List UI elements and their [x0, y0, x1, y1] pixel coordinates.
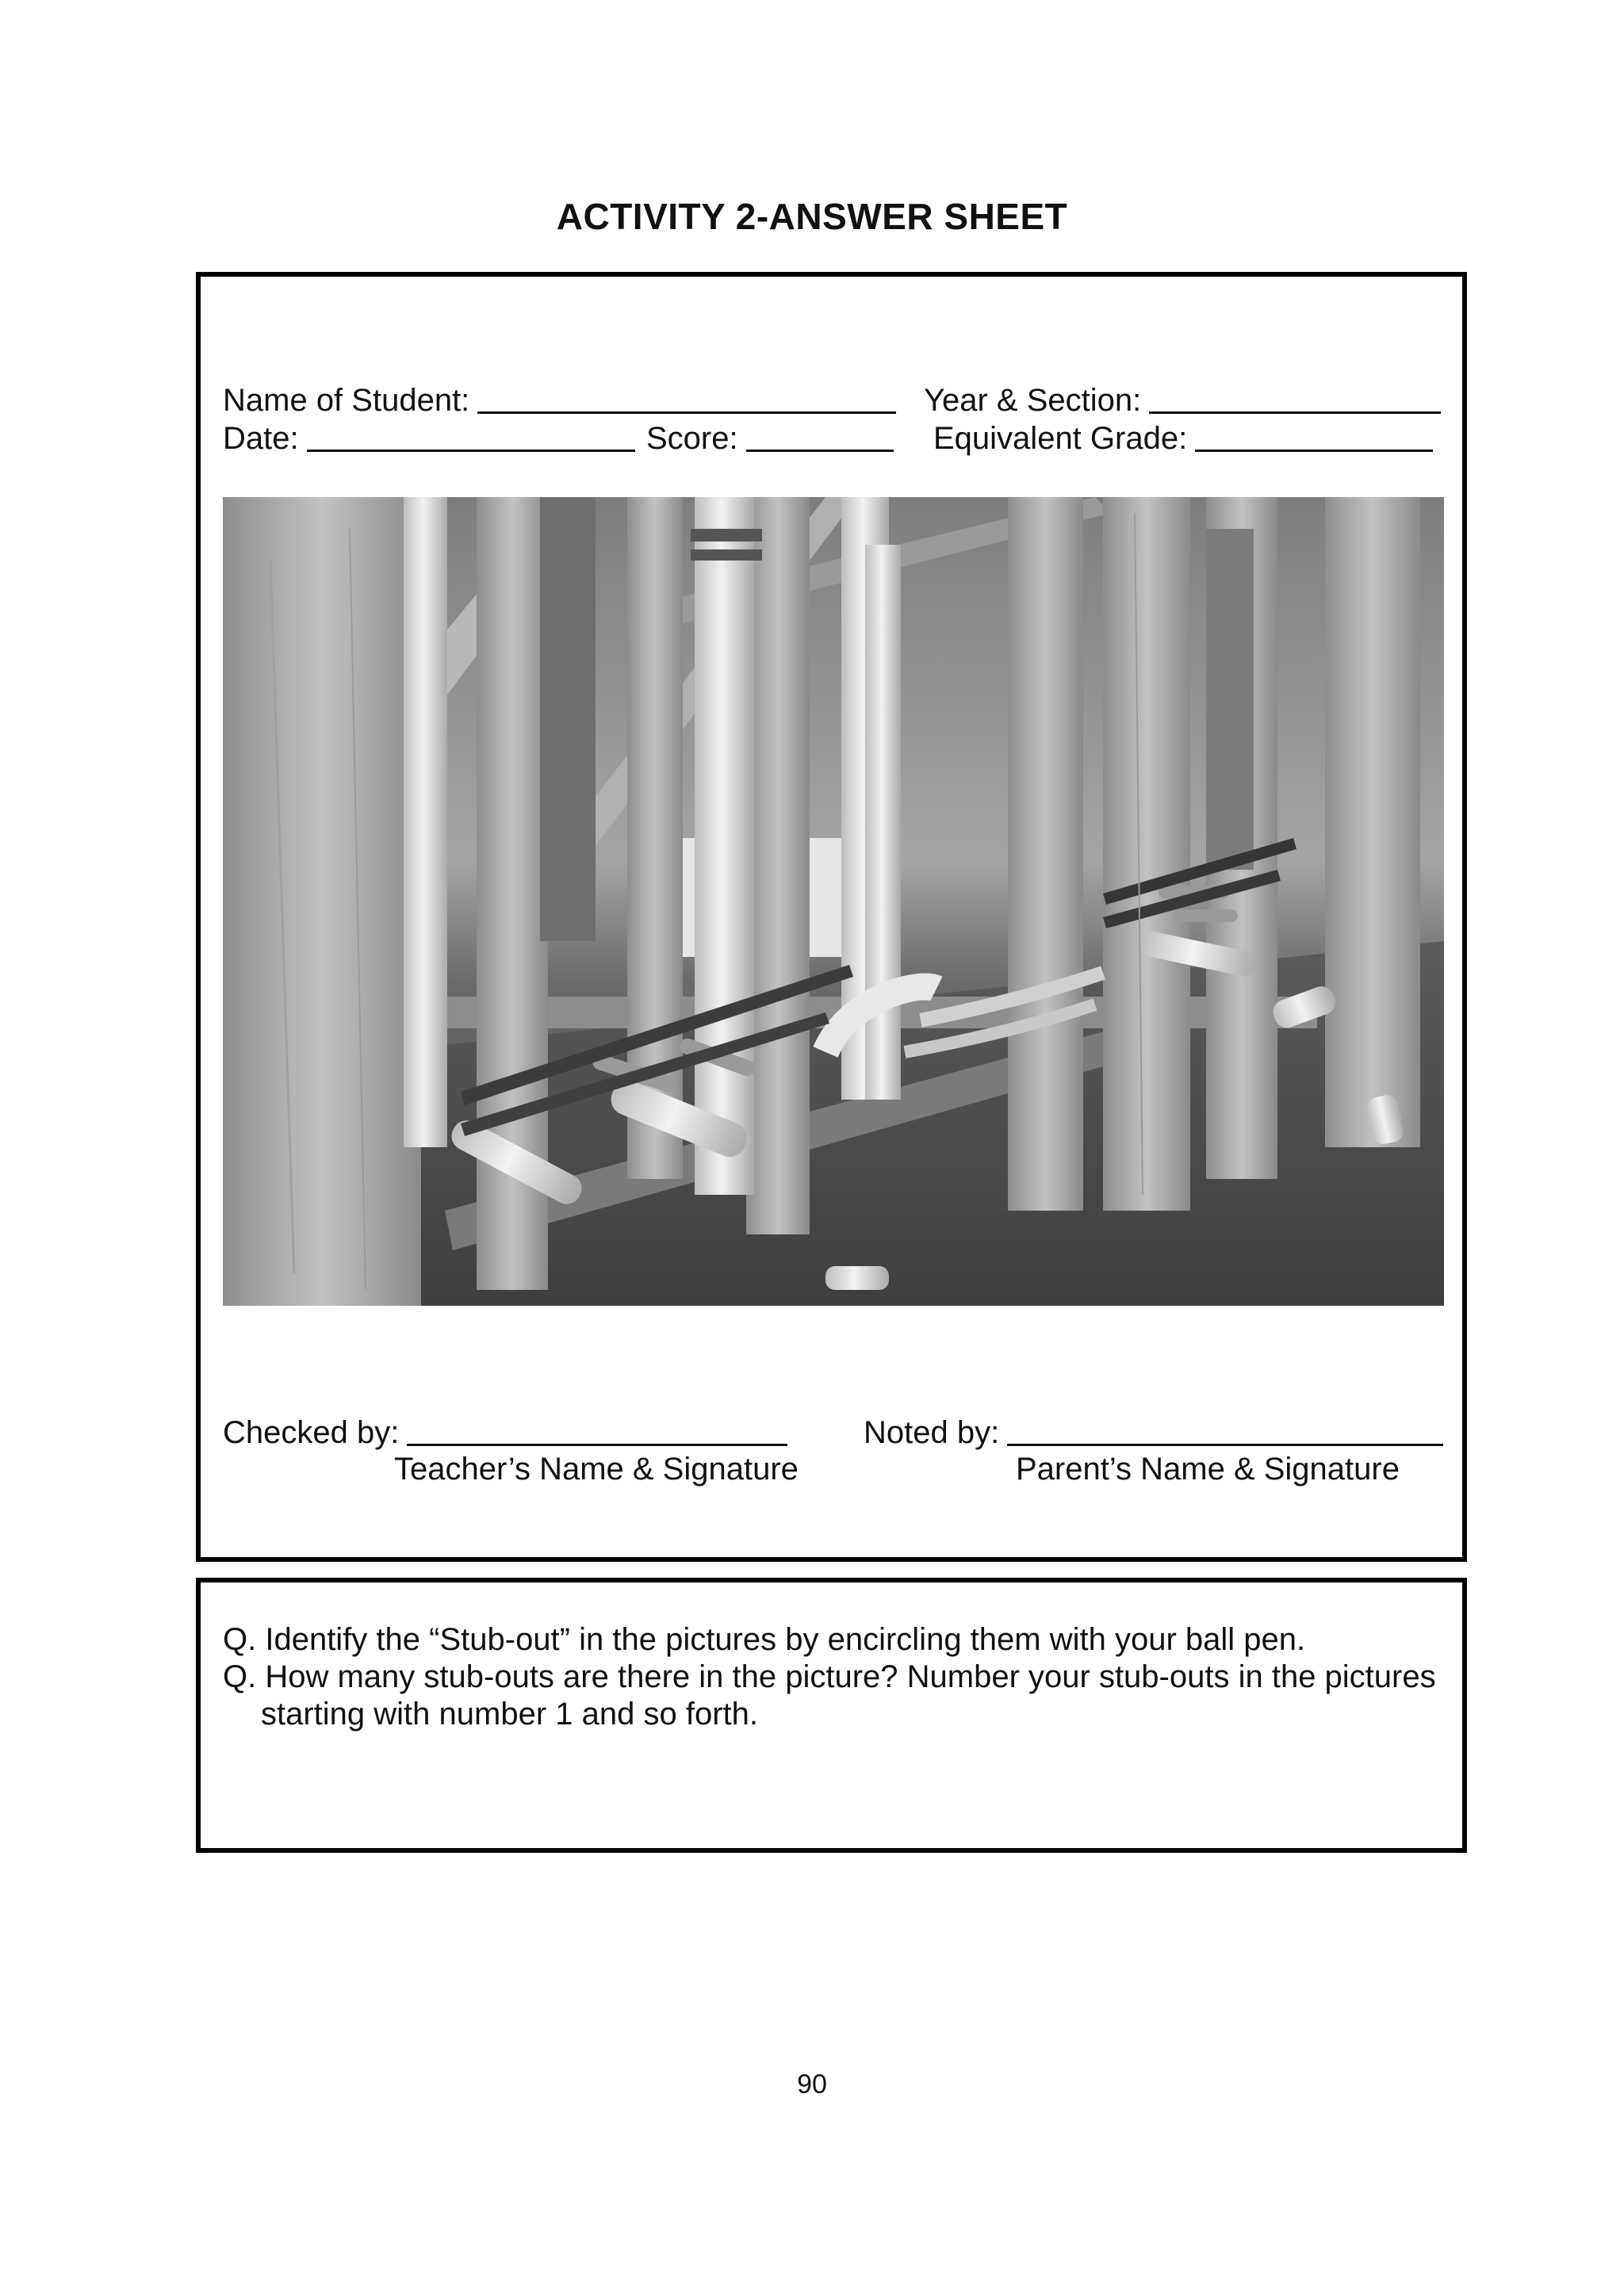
- page-title: ACTIVITY 2-ANSWER SHEET: [556, 196, 1068, 237]
- grade-field-row: [933, 423, 1433, 454]
- teacher-caption: Teacher’s Name & Signature: [394, 1452, 799, 1487]
- date-label: Date:: [223, 421, 299, 456]
- question-2: Q. How many stub-outs are there in the picture? Number your stub-outs in the pictures: [223, 1659, 1436, 1694]
- answer-sheet-box: [196, 272, 1467, 1562]
- noted-by-label: Noted by:: [864, 1415, 1000, 1450]
- year-label: Year & Section:: [924, 383, 1142, 418]
- parent-caption: Parent’s Name & Signature: [1016, 1452, 1400, 1487]
- year-field-row: [924, 385, 1441, 416]
- page-number: 90: [797, 2069, 827, 2099]
- plumbing-photo: [223, 497, 1444, 1306]
- name-label: Name of Student:: [223, 383, 470, 418]
- year-blank[interactable]: [1149, 411, 1441, 414]
- score-blank[interactable]: [746, 449, 894, 452]
- checked-by-label: Checked by:: [223, 1415, 400, 1450]
- score-label: Score:: [646, 421, 738, 456]
- date-blank[interactable]: [307, 449, 635, 452]
- score-field-row: [646, 423, 894, 454]
- noted-by-row: [864, 1417, 1443, 1448]
- noted-by-blank[interactable]: [1007, 1443, 1443, 1446]
- checked-by-row: [223, 1417, 787, 1448]
- name-blank[interactable]: [477, 411, 896, 414]
- question-1: Q. Identify the “Stub-out” in the pictures by encircling them with your ball pen.: [223, 1622, 1306, 1657]
- checked-by-blank[interactable]: [407, 1443, 787, 1446]
- grade-label: Equivalent Grade:: [933, 421, 1188, 456]
- name-field-row: [223, 385, 896, 416]
- grade-blank[interactable]: [1195, 449, 1433, 452]
- plumbing-stub-out-photo-icon: [223, 497, 1444, 1306]
- question-2-continued: starting with number 1 and so forth.: [261, 1697, 758, 1732]
- date-field-row: [223, 423, 635, 454]
- questions-box: [196, 1578, 1467, 1853]
